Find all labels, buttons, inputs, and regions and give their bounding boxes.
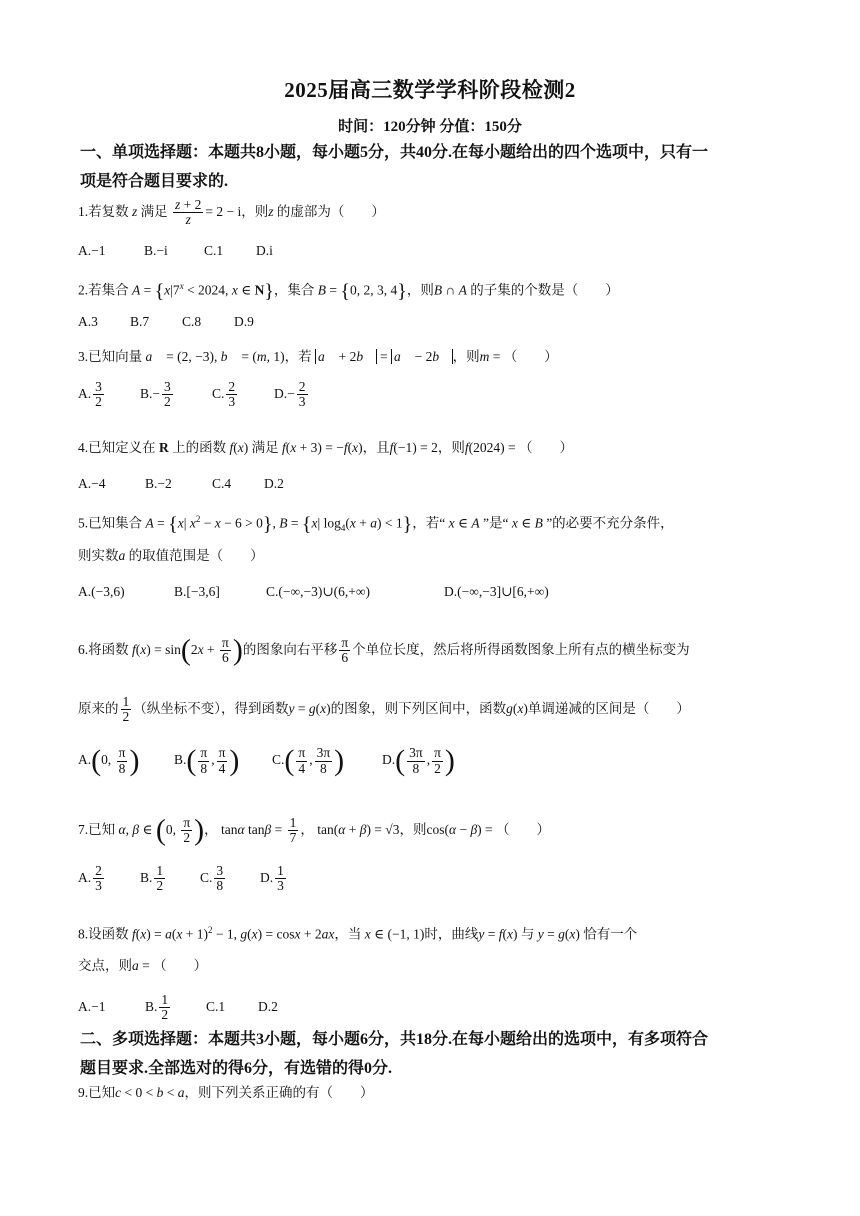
question-6: 6.将函数 f(x) = sin(2x + $\frac{\pi}{6}$ )的图象向右平移 $\frac{\pi}{6}$ 个单位长度，然后将所得函数图象上所有点的横坐标变为 — [78, 633, 690, 667]
option-d[interactable]: D.− $\frac{2}{3}$ — [274, 379, 306, 410]
question-6-line-2: 原来的 $\frac{1}{2}$ （纵坐标不变），得到函数y = g(x)的图象，则下列区间中，函数g(x)单调递减的区间是（ ） — [78, 694, 690, 725]
option-d[interactable]: D.2 — [258, 998, 278, 1014]
option-a[interactable]: A.3 — [78, 314, 98, 329]
option-a[interactable]: A. $\frac{2}{3}$ — [78, 863, 102, 894]
question-8-options — [78, 993, 278, 1022]
question-5-options — [78, 584, 549, 600]
question-6-options — [78, 744, 455, 778]
option-c[interactable]: C.1 — [206, 998, 226, 1014]
question-4-options — [78, 476, 284, 492]
question-1: 1.若复数 z 满足 $\frac{z + 2}{z}$ = 2 − i，则z 的虚部为（ ） — [78, 197, 385, 228]
question-7: 7.已知 α, β ∈ (0, $\frac{\pi}{2}$ )， tanα tanβ = $\frac{1}{7}$ ， tan(α + β) = √3，则cos(α − β) = （ ） — [78, 813, 551, 847]
question-3: 3.已知向量 a⃗ = (2, −3), b⃗ = (m, 1)，若 a⃗ + 2b⃗ = a⃗ − 2b⃗ ，则m = （ ） — [78, 349, 558, 364]
option-b[interactable]: B. $\frac{1}{2}$ — [140, 863, 164, 894]
option-a[interactable]: A.−1 — [78, 243, 106, 258]
question-2: 2.若集合 $A = \{x|7^x < 2024$, x ∈ N}，集合 B = {0, 2, 3, 4}，则B ∩ A 的子集的个数是（ ） — [78, 280, 619, 303]
option-c[interactable]: C.1 — [204, 243, 224, 258]
section-1-heading: 一、单项选择题：本题共8小题，每小题5分，共40分.在每小题给出的四个选项中，只有一 项是符合题目要求的. — [80, 144, 709, 190]
question-9: 9.已知c < 0 < b < a，则下列关系正确的有（ ） — [78, 1085, 374, 1100]
option-a[interactable]: A.(0, $\frac{\pi}{8}$ ) — [78, 744, 140, 777]
option-a[interactable]: A.−1 — [78, 998, 106, 1014]
question-8-line-2: 交点，则a = （ ） — [78, 958, 208, 973]
option-c[interactable]: C. $\frac{2}{3}$ — [212, 379, 236, 410]
option-d[interactable]: D.( $\frac{3\pi}{8}$ , $\frac{\pi}{2}$ ) — [382, 744, 455, 777]
page-title: 2025届高三数学学科阶段检测2 — [284, 78, 576, 102]
option-d[interactable]: D.2 — [264, 476, 284, 491]
section-2-heading: 二、多项选择题：本题共3小题，每小题6分，共18分.在每小题给出的选项中，有多项符合 题目要求.全部选对的得6分，有选错的得0分. — [80, 1031, 709, 1077]
question-1-options — [78, 243, 273, 259]
option-d[interactable]: D. $\frac{1}{3}$ — [260, 863, 284, 894]
option-c[interactable]: C.( $\frac{\pi}{4}$ , $\frac{3\pi}{8}$ ) — [272, 744, 345, 777]
option-b[interactable]: B.[−3,6] — [174, 584, 220, 599]
option-d[interactable]: D.9 — [234, 314, 254, 329]
question-2-options — [78, 314, 254, 330]
question-7-options — [78, 864, 288, 893]
exam-info: 时间：120分钟 分值：150分 — [338, 119, 522, 135]
question-5: 5.已知集合 A = {x| $x^2 - x - 6 > 0$}, B = {x| $\log_4(x + a) < 1$}，若“ x ∈ A ”是“ x ∈ B ”的必要不充分条件， — [78, 513, 674, 536]
question-5-line-2: 则实数a 的取值范围是（ ） — [78, 548, 264, 563]
option-a[interactable]: A. $\frac{3}{2}$ — [78, 379, 102, 410]
option-c[interactable]: C. $\frac{3}{8}$ — [200, 863, 224, 894]
option-c[interactable]: C.8 — [182, 314, 202, 329]
option-d[interactable]: D.i — [256, 243, 273, 258]
option-b[interactable]: B.−2 — [145, 476, 172, 491]
option-a[interactable]: A.−4 — [78, 476, 106, 491]
option-b[interactable]: B.− $\frac{3}{2}$ — [140, 379, 171, 410]
option-c[interactable]: C.(−∞,−3)∪(6,+∞) — [266, 584, 371, 599]
question-8: 8.设函数 $f(x) = a(x + 1)^2 - 1$, g(x) = cosx + 2ax，当 x ∈ (−1, 1)时，曲线y = f(x) 与 y = g(x) 恰有一个 — [78, 925, 638, 942]
question-4: 4.已知定义在 R 上的函数 f(x) 满足 f(x + 3) = −f(x)，且f(−1) = 2，则f(2024) = （ ） — [78, 440, 573, 455]
option-b[interactable]: B.( $\frac{\pi}{8}$ , $\frac{\pi}{4}$ ) — [174, 744, 240, 777]
option-c[interactable]: C.4 — [212, 476, 232, 491]
option-d[interactable]: D.(−∞,−3]∪[6,+∞) — [444, 584, 549, 599]
question-3-options — [78, 380, 310, 409]
option-a[interactable]: A.(−3,6) — [78, 584, 125, 599]
option-b[interactable]: B.−i — [144, 243, 168, 258]
option-b[interactable]: B.7 — [130, 314, 150, 329]
option-b[interactable]: B. $\frac{1}{2}$ — [145, 992, 169, 1023]
